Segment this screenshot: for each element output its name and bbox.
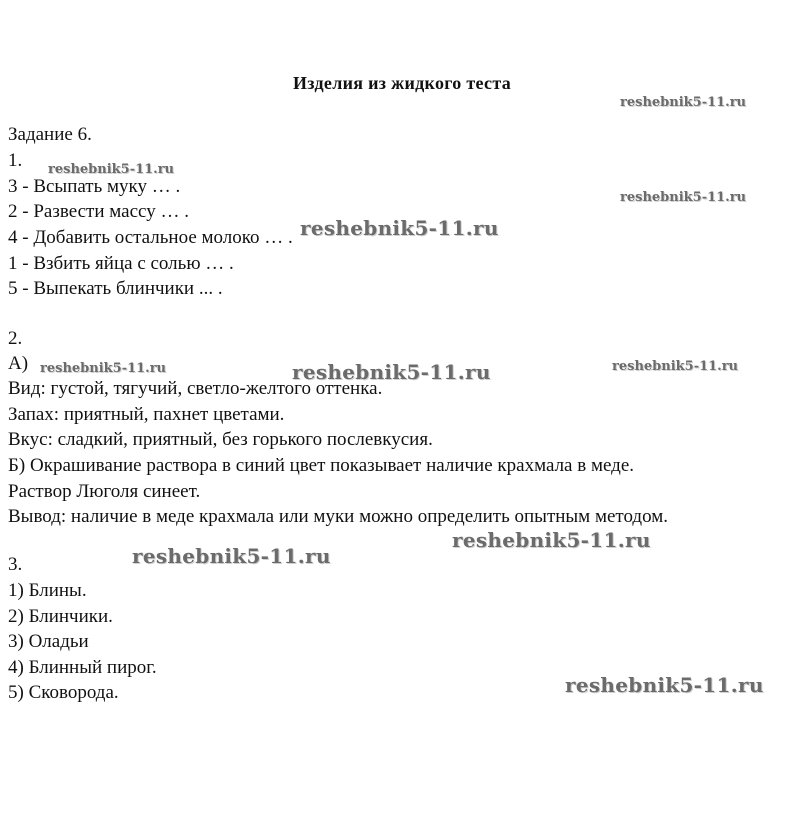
text-line: Б) Окрашивание раствора в синий цвет показывает наличие крахмала в меде. [8,455,635,476]
text-line: Вывод: наличие в меде крахмала или муки можно определить опытным методом. [8,506,668,527]
text-line: Вид: густой, тягучий, светло-желтого оттенка. [8,378,383,399]
watermark: reshebnik5-11.ru [452,528,651,552]
watermark: reshebnik5-11.ru [292,360,491,384]
list-item: 1) Блины. [8,580,87,601]
section-1-number: 1. [8,150,23,171]
watermark: reshebnik5-11.ru [132,544,331,568]
watermark: reshebnik5-11.ru [48,162,175,177]
section-3-number: 3. [8,554,23,575]
text-line: Раствор Люголя синеет. [8,481,201,502]
text-line: Вкус: сладкий, приятный, без горького послевкусия. [8,429,433,450]
step-item: 1 - Взбить яйца с солью … . [8,253,234,274]
step-item: 5 - Выпекать блинчики ... . [8,278,223,299]
watermark: reshebnik5-11.ru [565,673,764,697]
list-item: 3) Оладьи [8,631,89,652]
section-2-number: 2. [8,328,23,349]
watermark: reshebnik5-11.ru [612,359,739,374]
list-item: 5) Сковорода. [8,682,119,703]
list-item: 2) Блинчики. [8,606,113,627]
task-label: Задание 6. [8,124,92,145]
step-item: 2 - Развести массу … . [8,201,189,222]
part-a-label: А) [8,353,29,374]
list-item: 4) Блинный пирог. [8,657,157,678]
watermark: reshebnik5-11.ru [40,361,167,376]
page-title: Изделия из жидкого теста [292,73,511,93]
watermark: reshebnik5-11.ru [620,95,747,110]
watermark: reshebnik5-11.ru [300,216,499,240]
step-item: 3 - Всыпать муку … . [8,176,181,197]
step-item: 4 - Добавить остальное молоко … . [8,227,293,248]
watermark: reshebnik5-11.ru [620,190,747,205]
text-line: Запах: приятный, пахнет цветами. [8,404,285,425]
